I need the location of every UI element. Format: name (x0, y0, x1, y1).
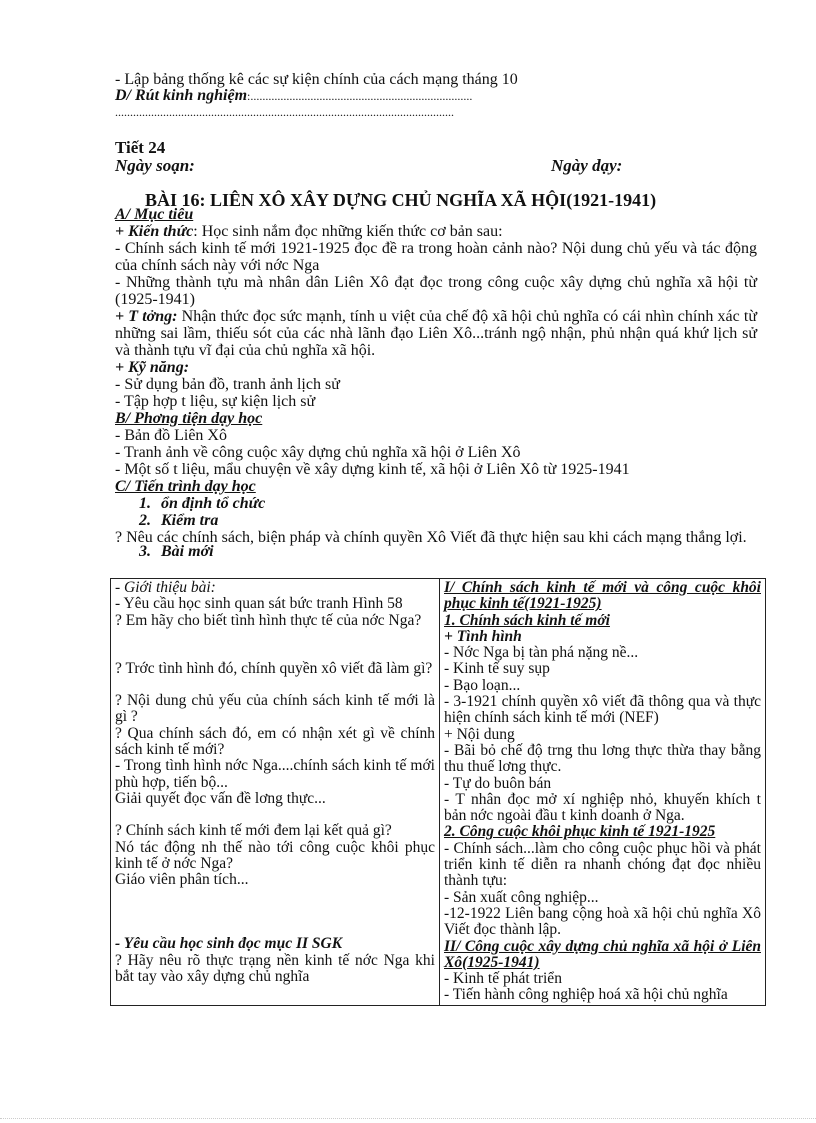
table-row (111, 579, 766, 1006)
check-question: ? Nêu các chính sách, biện pháp và chính quyền Xô Viết đã thực hiện sau khi cách mạng thắng lợi. (115, 529, 747, 546)
step-1-text: ổn định tổ chức (161, 495, 266, 512)
thought-label: + T tởng: (115, 308, 178, 325)
left-item: Giải quyết đọc vấn đề lơng thực... (115, 789, 326, 807)
experience-label: D/ Rút kinh nghiệm (115, 87, 248, 104)
left-item: ? Em hãy cho biết tình hình thực tế của nớc Nga? (115, 611, 422, 629)
lesson-number: Tiết 24 (115, 138, 166, 157)
left-item: Nó tác động nh thế nào tới công cuộc khôi phục kinh tế ở nớc Nga? (115, 838, 435, 872)
experience-line (115, 88, 472, 104)
knowledge-item-2: - Những thành tựu mà nhân dân Liên Xô đạt đọc trong công cuộc xây dựng chủ nghĩa xã hội từ (1925-1941) (115, 274, 757, 308)
right-subheading: 2. Công cuộc khôi phục kinh tế 1921-1925 (444, 823, 716, 841)
right-subheading: 1. Chính sách kinh tế mới (444, 611, 610, 629)
right-item: - 3-1921 chính quyền xô viết đã thông qua và thực hiện chính sách kinh tế mới (NEF) (444, 693, 761, 727)
thought-text: Nhận thức đọc sức mạnh, tính u việt của chế độ xã hội chủ nghĩa có cái nhìn chính xác từ những sai lầm, thiếu sót của các nhà lãnh đạo Liên Xô...tránh ngộ nhận, phủ nhận quá khứ lịch sử và thành tựu vĩ đại của chủ nghĩa xã hội. (115, 308, 757, 359)
step-2 (115, 512, 757, 529)
spacer (115, 645, 435, 661)
top-line-task: - Lập bảng thống kê các sự kiện chính của cách mạng tháng 10 (115, 71, 518, 88)
content-column (440, 579, 766, 1006)
right-item: - Tiến hành công nghiệp hoá xã hội chủ nghĩa (444, 986, 728, 1004)
right-item: - Kinh tế suy sụp (444, 660, 550, 678)
section-c-title: C/ Tiến trình dạy học (115, 478, 256, 495)
right-item: - Kinh tế phát triển (444, 970, 562, 988)
right-item: - Sản xuất công nghiệp... (444, 888, 599, 906)
spacer (115, 677, 435, 693)
right-heading-2: II/ Công cuộc xây dựng chủ nghĩa xã hội ở Liên Xô(1925-1941) (444, 937, 761, 971)
skills-label: + Kỹ năng: (115, 359, 190, 376)
right-item: - Bạo loạn... (444, 676, 521, 694)
skills-item-1: - Sử dụng bản đồ, tranh ảnh lịch sử (115, 376, 340, 393)
left-item: - Trong tình hình nớc Nga....chính sách kinh tế mới phù hợp, tiến bộ... (115, 757, 435, 791)
teach-date-label: Ngày dạy: (551, 156, 623, 175)
objectives-block (115, 206, 757, 558)
lesson-table (110, 578, 766, 1006)
step-2-number: 2. (139, 512, 151, 529)
left-item: ? Chính sách kinh tế mới đem lại kết quả gì? (115, 822, 392, 840)
spacer (115, 888, 435, 904)
thought-line (115, 308, 757, 359)
material-item-2: - Tranh ảnh về công cuộc xây dựng chủ nghĩa xã hội ở Liên Xô (115, 444, 521, 461)
left-item: ? Qua chính sách đó, em có nhận xét gì về chính sách kinh tế mới? (115, 724, 435, 759)
right-heading-1: I/ Chính sách kinh tế mới và công cuộc khôi phục kinh tế(1921-1925) (444, 579, 761, 613)
experience-dots-line: ................................................................................................................. (115, 105, 454, 119)
right-label: + Tình hình (444, 627, 522, 645)
spacer (115, 920, 435, 936)
left-item: ? Hãy nêu rõ thực trạng nền kinh tế nớc Nga khi bắt tay vào xây dựng chủ nghĩa (115, 951, 435, 986)
right-item: + Nội dung (444, 725, 515, 743)
experience-dots: :.......................................................................... (247, 89, 473, 103)
prepare-date-label: Ngày soạn: (115, 156, 195, 175)
right-item: -12-1922 Liên bang cộng hoà xã hội chủ nghĩa Xô Viết đọc thành lập. (444, 904, 761, 939)
knowledge-text: : Học sinh nắm đọc những kiến thức cơ bản sau: (193, 223, 503, 240)
right-item: - Bãi bỏ chế độ trng thu lơng thực thừa thay bằng thu thuế lơng thực. (444, 741, 761, 776)
section-b-title: B/ Phơng tiện dạy học (115, 410, 263, 427)
right-item: - Chính sách...làm cho công cuộc phục hồi và phát triển kinh tế diễn ra nhanh chóng đạt đọc nhiều thành tựu: (444, 839, 761, 890)
knowledge-item-1: - Chính sách kinh tế mới 1921-1925 đọc đề ra trong hoàn cảnh nào? Nội dung chủ yếu và tác động của chính sách này với nớc Nga (115, 240, 757, 274)
skills-item-2: - Tập hợp t liệu, sự kiện lịch sử (115, 393, 316, 410)
step-1-number: 1. (139, 495, 151, 512)
page-footer-divider (0, 1118, 816, 1119)
knowledge-line (115, 223, 757, 240)
step-1 (115, 495, 757, 512)
left-item: - Yêu cầu học sinh đọc mục II SGK (115, 935, 343, 953)
step-3-number: 3. (139, 543, 151, 560)
right-item: - T nhân đọc mở xí nghiệp nhỏ, khuyến khích t bản nớc ngoài đầu t kinh doanh ở Nga. (444, 790, 761, 825)
knowledge-label: + Kiến thức (115, 223, 194, 240)
material-item-3: - Một số t liệu, mẩu chuyện về xây dựng kinh tế, xã hội ở Liên Xô từ 1925-1941 (115, 461, 630, 478)
spacer (115, 807, 435, 823)
left-item: ? Trớc tình hình đó, chính quyền xô viết đã làm gì? (115, 659, 433, 677)
left-item: ? Nội dung chủ yếu của chính sách kinh tế mới là gì ? (115, 692, 435, 726)
left-intro: - Giới thiệu bài: (115, 579, 216, 596)
step-3-text: Bài mới (161, 543, 214, 560)
material-item-1: - Bản đồ Liên Xô (115, 427, 227, 444)
right-item: - Nớc Nga bị tàn phá nặng nề... (444, 644, 639, 662)
teacher-student-column (111, 579, 440, 1006)
left-item: Giáo viên phân tích... (115, 871, 249, 889)
left-item: - Yêu cầu học sinh quan sát bức tranh Hình 58 (115, 595, 403, 613)
page-title: BÀI 16: LIÊN XÔ XÂY DỰNG CHỦ NGHĨA XÃ HỘI(1921-1941) (145, 190, 657, 210)
section-a-title: A/ Mục tiêu (115, 206, 194, 223)
spacer (115, 904, 435, 920)
spacer (115, 629, 435, 645)
right-item: - Tự do buôn bán (444, 774, 552, 792)
step-3 (115, 543, 757, 560)
step-2-text: Kiểm tra (161, 512, 219, 529)
